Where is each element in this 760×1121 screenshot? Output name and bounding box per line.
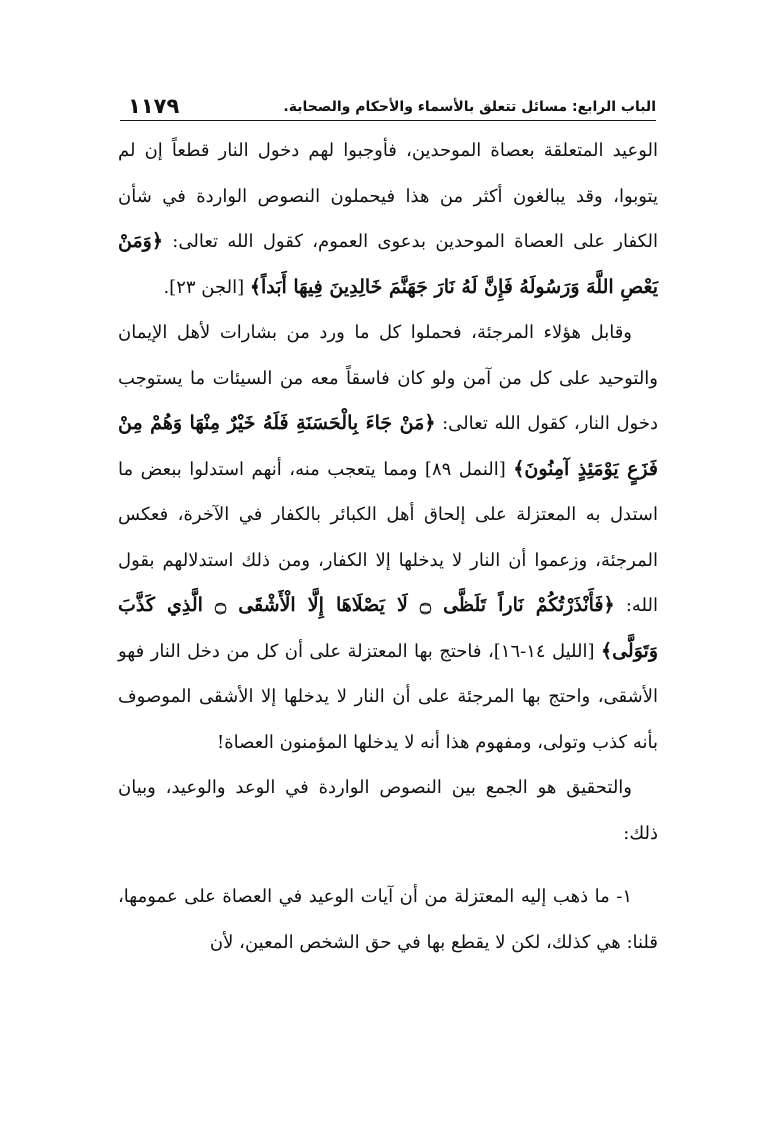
paragraph-1-text: الوعيد المتعلقة بعصاة الموحدين، فأوجبوا لهم دخول النار قطعاً إن لم يتوبوا، وقد يبالغون أكثر من هذا فيحملون النصوص الواردة في شأن الكفار على العصاة الموحدين بدعوى العموم، كقول الله تعالى: xyxy=(118,140,658,252)
paragraph-3: والتحقيق هو الجمع بين النصوص الواردة في الوعد والوعيد، وبيان ذلك: xyxy=(118,777,658,844)
paragraph-2-continuation: [النمل ٨٩] ومما يتعجب منه، أنهم استدلوا ببعض ما استدل به المعتزلة على إلحاق أهل الكبائر بالكفار في الآخرة، فعكس المرجئة، وزعموا أن النار لا يدخلها إلا الكفار، ومن ذلك استدلالهم بقول الله: xyxy=(118,458,658,616)
paragraph-1 xyxy=(118,128,658,310)
running-title: الباب الرابع: مسائل تتعلق بالأسماء والأحكام والصحابة. xyxy=(283,99,656,115)
quran-verse-layl: ﴿فَأَنْذَرْتُكُمْ نَاراً تَلَظَّى ۝ لَا يَصْلَاهَا إِلَّا الْأَشْقَى ۝ الَّذِي كَذَّبَ وَتَوَلَّى﴾ xyxy=(118,594,658,662)
body-text xyxy=(118,128,658,965)
quran-verse-naml: ﴿مَنْ جَاءَ بِالْحَسَنَةِ فَلَهُ خَيْرٌ مِنْهَا وَهُمْ مِنْ فَزَعٍ يَوْمَئِذٍ آمِنُونَ﴾ xyxy=(118,412,658,480)
paragraph-4: ١- ما ذهب إليه المعتزلة من أن آيات الوعيد في العصاة على عمومها، قلنا: هي كذلك، لكن لا يقطع بها في حق الشخص المعين، لأن xyxy=(118,886,658,953)
paragraph-2-text: وقابل هؤلاء المرجئة، فحملوا كل ما ورد من بشارات لأهل الإيمان والتوحيد على كل من آمن ولو كان فاسقاً معه من السيئات ما يستوجب دخول النار، كقول الله تعالى: xyxy=(118,322,658,434)
paragraph-2-conclusion: [الليل ١٤-١٦]، فاحتج بها المعتزلة على أن كل من دخل النار فهو الأشقى، واحتج بها المرجئة على أن النار لا يدخلها إلا الأشقى الموصوف بأنه كذب وتولى، ومفهوم هذا أنه لا يدخلها المؤمنون العصاة! xyxy=(118,640,658,753)
page-header xyxy=(120,92,656,121)
verse-reference-jinn: [الجن ٢٣]. xyxy=(163,276,250,298)
paragraph-2 xyxy=(118,310,658,765)
quran-verse-jinn: ﴿وَمَنْ يَعْصِ اللَّهَ وَرَسُولَهُ فَإِنَّ لَهُ نَارَ جَهَنَّمَ خَالِدِينَ فِيهَا أَبَداً﴾ xyxy=(118,230,658,298)
page-number: ١١٧٩ xyxy=(128,94,180,118)
